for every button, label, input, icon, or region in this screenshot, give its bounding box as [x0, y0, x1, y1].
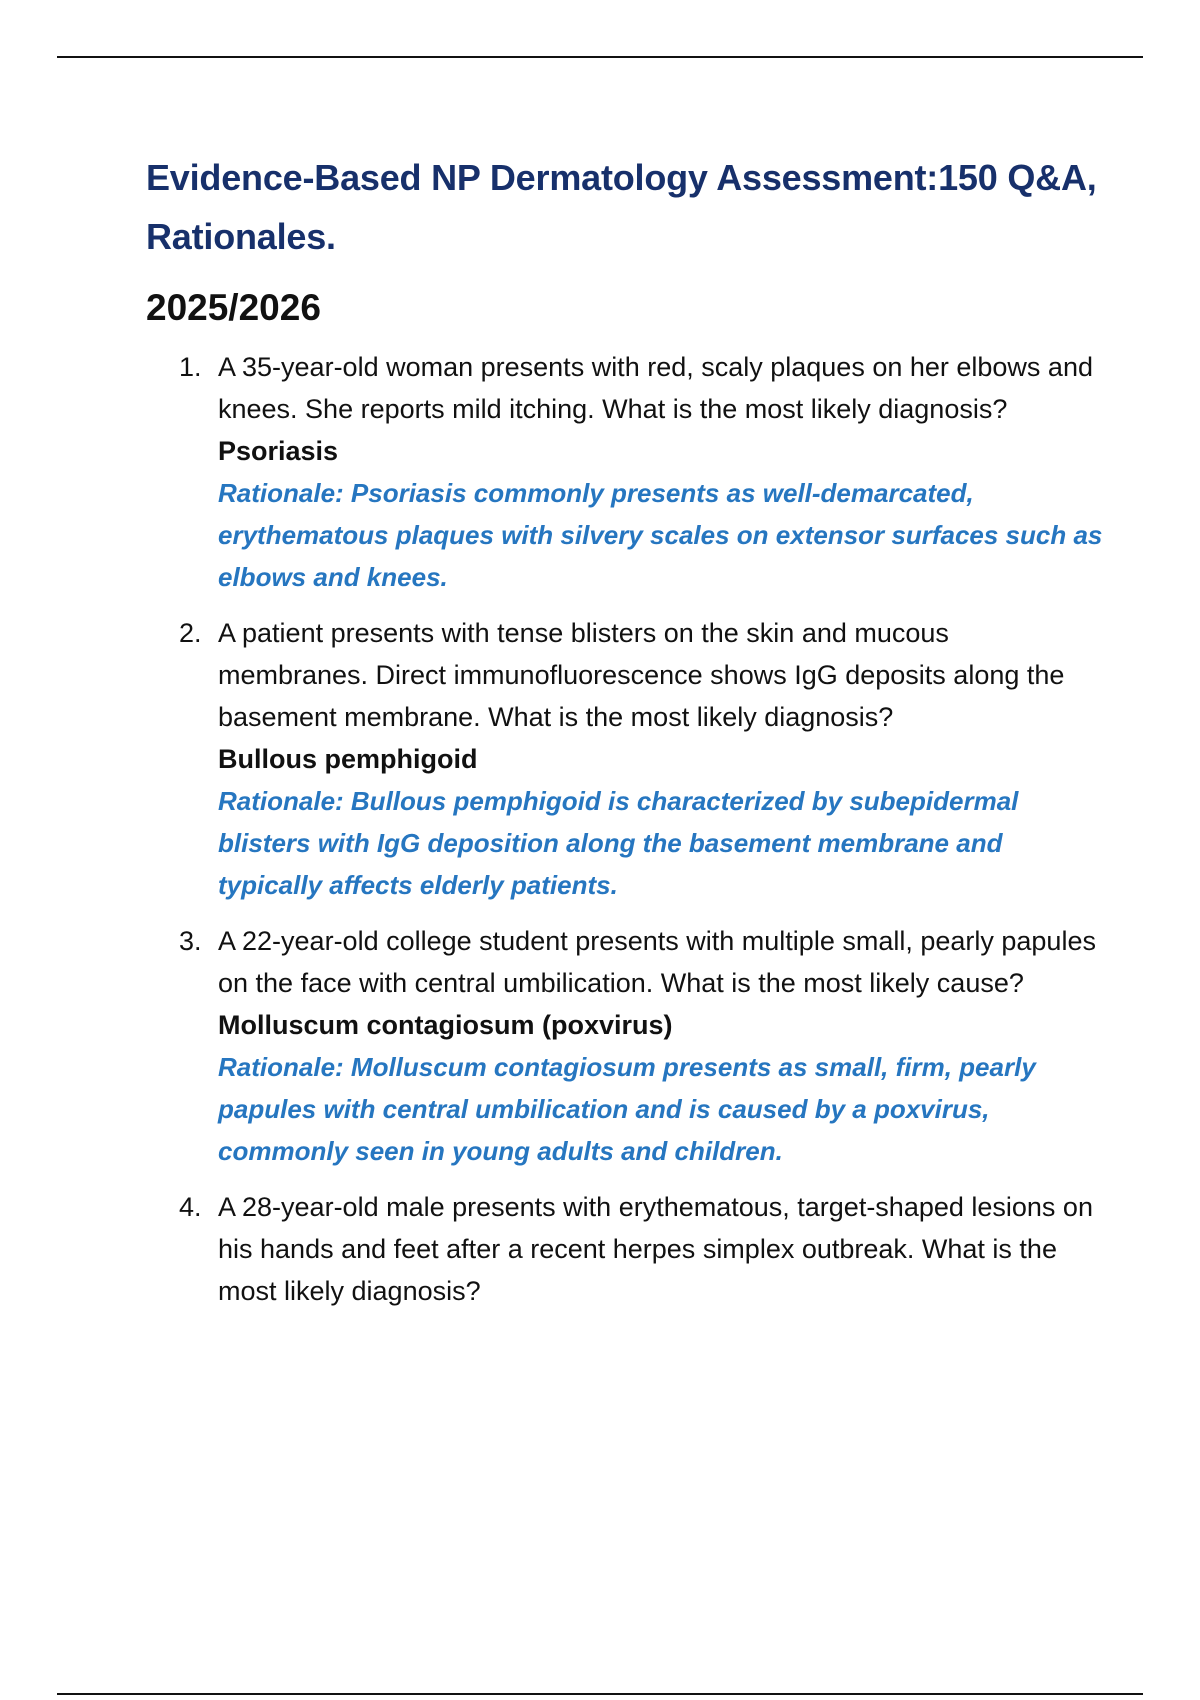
- question-text: A 28-year-old male presents with erythematous, target-shaped lesions on his hands and feet after a recent herpes simplex outbreak. What is the most likely diagnosis?: [218, 1192, 1093, 1306]
- question-item-2: [146, 612, 1106, 906]
- question-item-4: [146, 1186, 1106, 1312]
- question-number: 2.: [179, 618, 202, 648]
- question-text: A 35-year-old woman presents with red, scaly plaques on her elbows and knees. She reports mild itching. What is the most likely diagnosis?: [218, 352, 1093, 424]
- question-number: 4.: [179, 1192, 202, 1222]
- answer-text: Psoriasis: [218, 436, 339, 466]
- document-title: Evidence-Based NP Dermatology Assessment:150 Q&A, Rationales.: [146, 157, 1097, 257]
- rationale-text: Rationale: Psoriasis commonly presents as well-demarcated, erythematous plaques with silvery scales on extensor surfaces such as elbows and knees.: [218, 478, 1103, 592]
- answer-text: Molluscum contagiosum (poxvirus): [218, 1010, 673, 1040]
- bottom-rule: [57, 1693, 1143, 1695]
- question-item-3: [146, 920, 1106, 1172]
- question-number: 1.: [179, 352, 202, 382]
- question-text: A 22-year-old college student presents with multiple small, pearly papules on the face with central umbilication. What is the most likely cause?: [218, 926, 1096, 998]
- top-rule: [57, 56, 1143, 58]
- question-item-1: [146, 346, 1106, 598]
- question-list: [146, 346, 1106, 1312]
- answer-text: Bullous pemphigoid: [218, 744, 478, 774]
- rationale-text: Rationale: Molluscum contagiosum presents as small, firm, pearly papules with central umbilication and is caused by a poxvirus, commonly seen in young adults and children.: [218, 1052, 1036, 1166]
- question-text: A patient presents with tense blisters on the skin and mucous membranes. Direct immunofluorescence shows IgG deposits along the basement membrane. What is the most likely diagnosis?: [218, 618, 1065, 732]
- document-body: [146, 148, 1106, 1326]
- document-year: 2025/2026: [146, 287, 321, 328]
- rationale-text: Rationale: Bullous pemphigoid is characterized by subepidermal blisters with IgG deposition along the basement membrane and typically affects elderly patients.: [218, 786, 1019, 900]
- question-number: 3.: [179, 926, 202, 956]
